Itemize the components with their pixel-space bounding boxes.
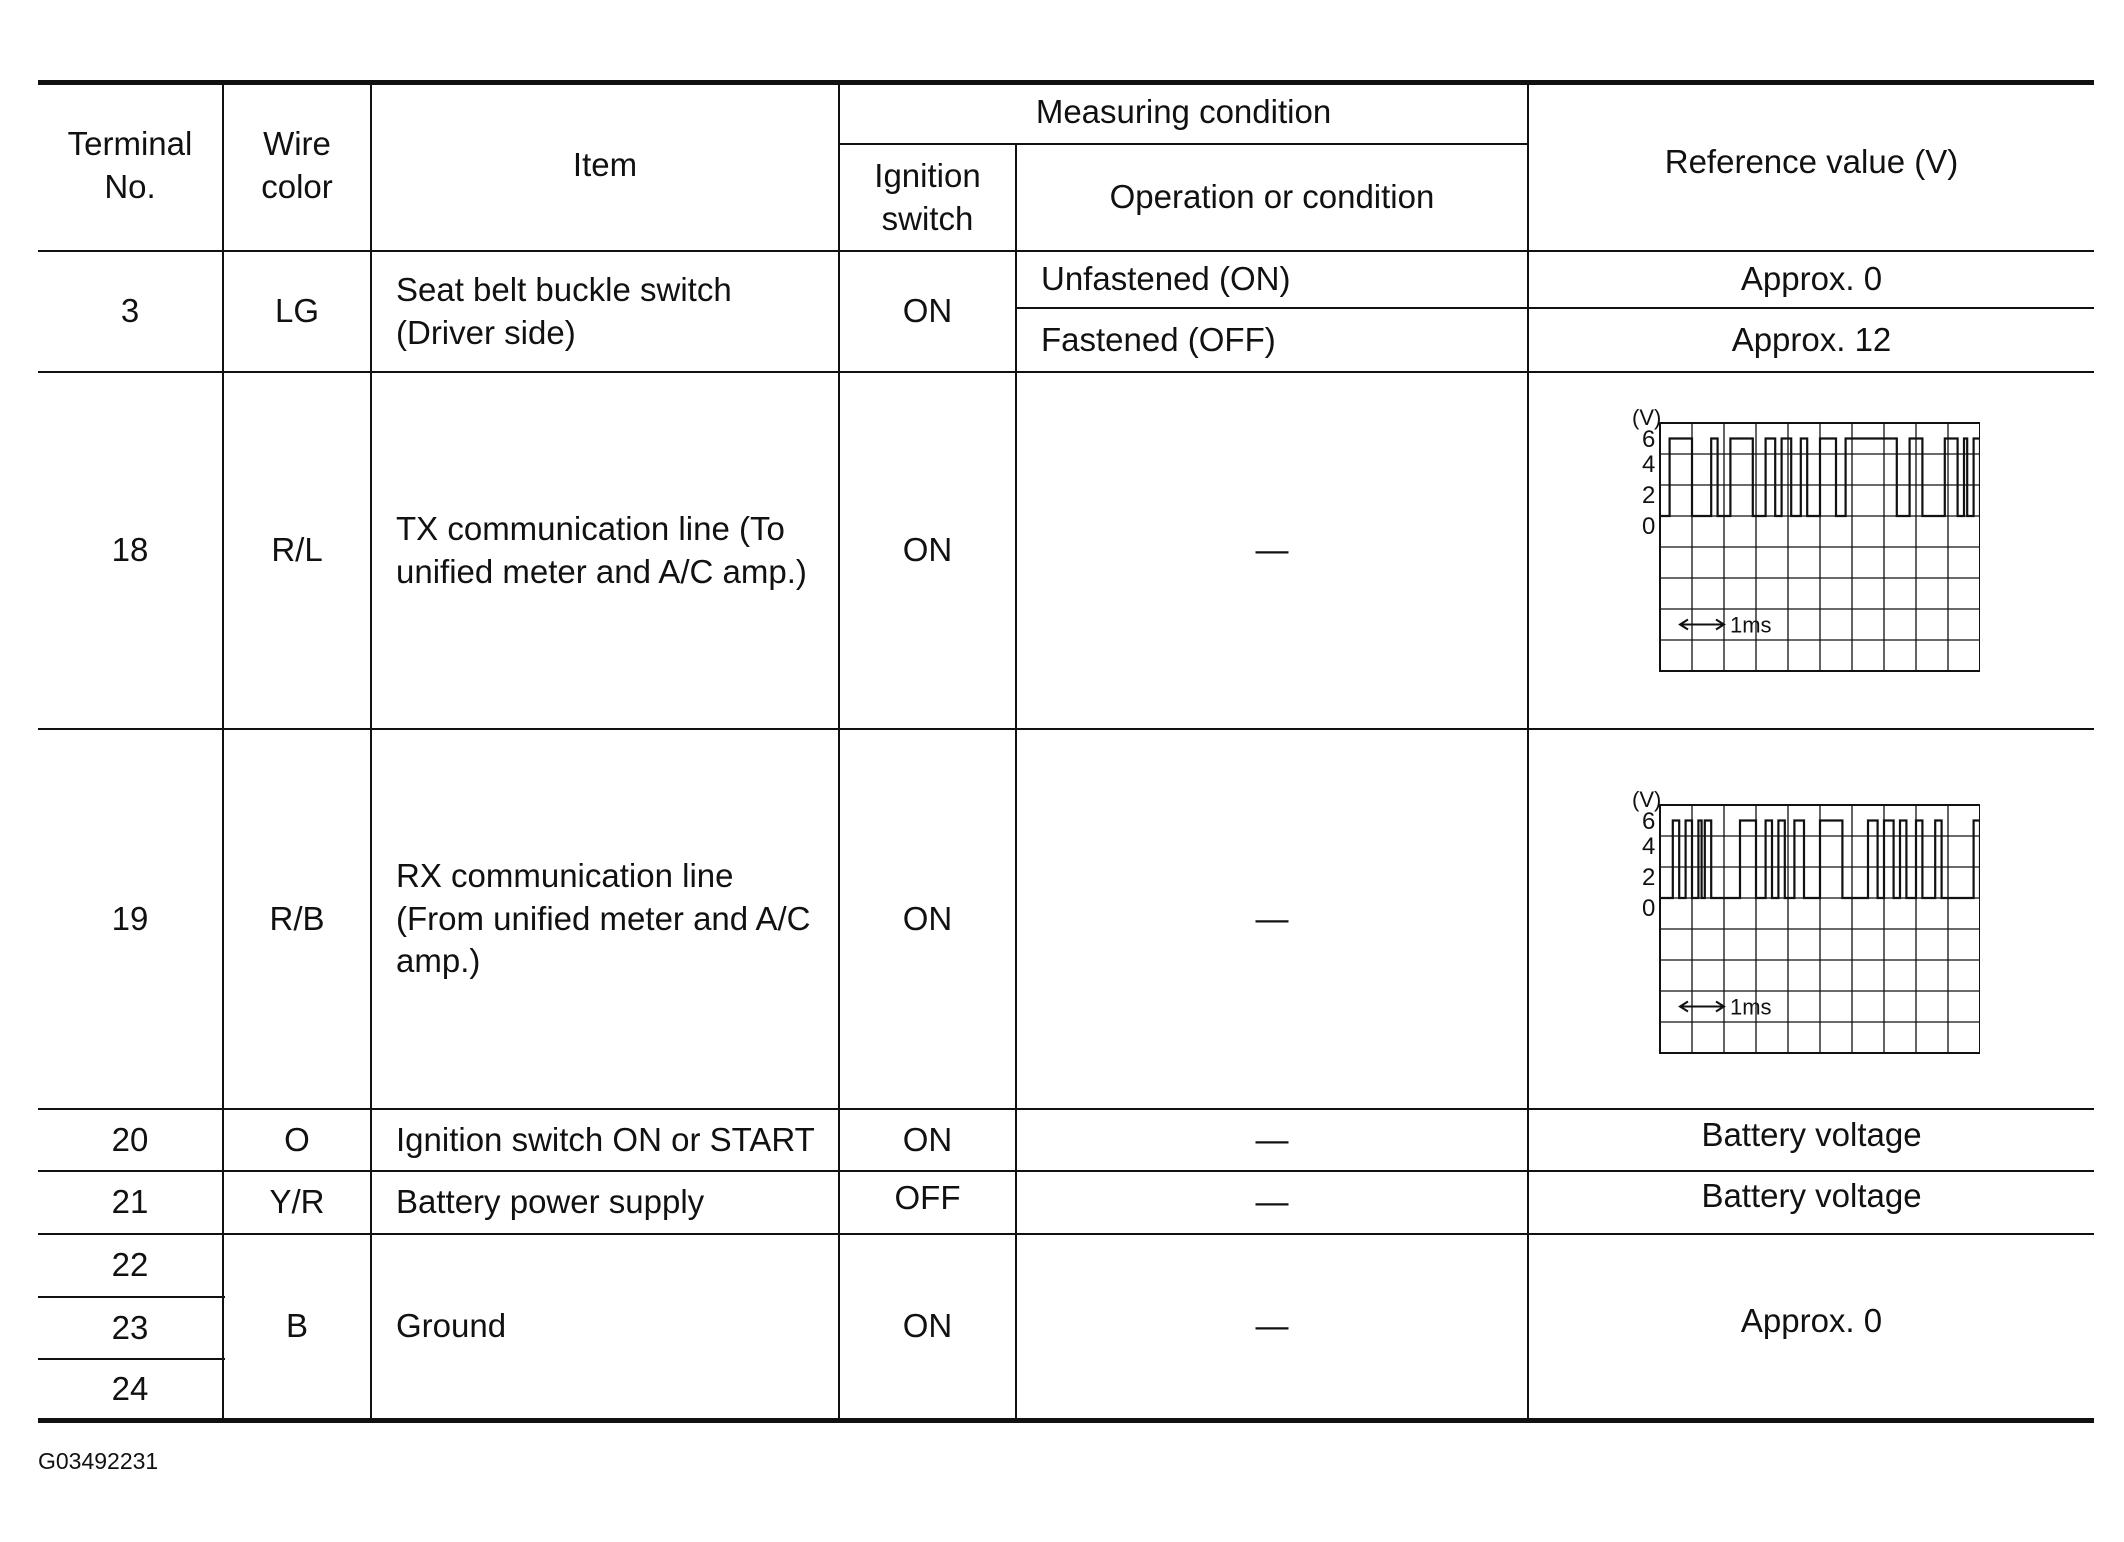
condition-cell: — (1255, 899, 1289, 937)
header-item: Item (572, 145, 638, 183)
header-operation-or-condition: Operation or condition (1109, 178, 1435, 216)
terminal-no-cell: 23 (111, 1308, 149, 1346)
reference-value-cell: Approx. 0 (1740, 1302, 1883, 1340)
wire-color-cell: R/L (271, 531, 323, 569)
wire-color-cell: Y/R (269, 1183, 325, 1221)
ignition-switch-cell: ON (902, 1120, 953, 1158)
scope-y-tick-label: 6 (1642, 426, 1656, 453)
header-measuring-condition: Measuring condition (1035, 93, 1332, 131)
header-terminal-no: Terminal No. (67, 125, 193, 205)
header-wire-color: Wire color (261, 125, 333, 205)
item-cell: RX communication line (From unified meter and A/C amp.) (396, 856, 811, 980)
ignition-switch-cell: ON (902, 899, 953, 937)
ignition-switch-cell: ON (902, 292, 953, 330)
terminal-no-cell: 24 (111, 1369, 149, 1407)
reference-value-cell: Approx. 12 (1731, 320, 1892, 358)
document-code: G03492231 (38, 1448, 159, 1474)
scope-waveform (1660, 821, 1980, 899)
item-cell: Battery power supply (396, 1183, 705, 1221)
condition-cell: — (1255, 1307, 1289, 1345)
reference-value-cell: Battery voltage (1701, 1177, 1922, 1215)
condition-cell: Unfastened (ON) (1041, 260, 1291, 298)
wire-color-cell: LG (274, 292, 320, 330)
wire-color-cell: O (284, 1120, 310, 1158)
scope-unit-label: (V) (1632, 790, 1662, 812)
condition-cell: Fastened (OFF) (1041, 320, 1276, 358)
scope-y-tick-label: 6 (1642, 808, 1656, 835)
item-cell: TX communication line (To unified meter and A/C amp.) (396, 509, 807, 590)
scope-unit-label: (V) (1632, 408, 1662, 430)
wire-color-cell: B (285, 1307, 308, 1345)
tx-signal-oscilloscope (1600, 408, 1980, 678)
scope-time-label: 1ms (1730, 994, 1772, 1020)
condition-cell: — (1255, 1183, 1289, 1221)
terminal-no-cell: 22 (111, 1246, 149, 1284)
item-cell: Seat belt buckle switch (Driver side) (396, 270, 732, 351)
terminal-no-cell: 21 (111, 1183, 149, 1221)
rx-signal-oscilloscope (1600, 790, 1980, 1060)
scope-y-tick-label: 2 (1642, 482, 1656, 509)
scope-y-tick-label: 0 (1642, 513, 1656, 540)
header-reference-value: Reference value (V) (1664, 142, 1959, 180)
terminal-no-cell: 20 (111, 1120, 149, 1158)
scope-y-tick-label: 4 (1642, 833, 1656, 860)
table-bottom-rule (38, 1418, 2094, 1423)
terminal-no-cell: 18 (111, 531, 149, 569)
scope-y-tick-label: 0 (1642, 895, 1656, 922)
reference-value-cell: Approx. 0 (1740, 260, 1883, 298)
condition-cell: — (1255, 531, 1289, 569)
scope-time-label: 1ms (1730, 612, 1772, 638)
reference-value-cell: Battery voltage (1701, 1115, 1922, 1153)
header-ignition-switch: Ignition switch (874, 156, 981, 237)
terminal-no-cell: 3 (120, 292, 140, 330)
terminal-no-cell: 19 (111, 899, 149, 937)
item-cell: Ground (396, 1307, 507, 1345)
ignition-switch-cell: OFF (894, 1179, 961, 1217)
scope-y-tick-label: 2 (1642, 864, 1656, 891)
item-cell: Ignition switch ON or START (396, 1120, 815, 1158)
ignition-switch-cell: ON (902, 1307, 953, 1345)
condition-cell: — (1255, 1120, 1289, 1158)
scope-y-tick-label: 4 (1642, 451, 1656, 478)
wire-color-cell: R/B (269, 899, 325, 937)
scope-waveform (1660, 439, 1980, 517)
ignition-switch-cell: ON (902, 531, 953, 569)
